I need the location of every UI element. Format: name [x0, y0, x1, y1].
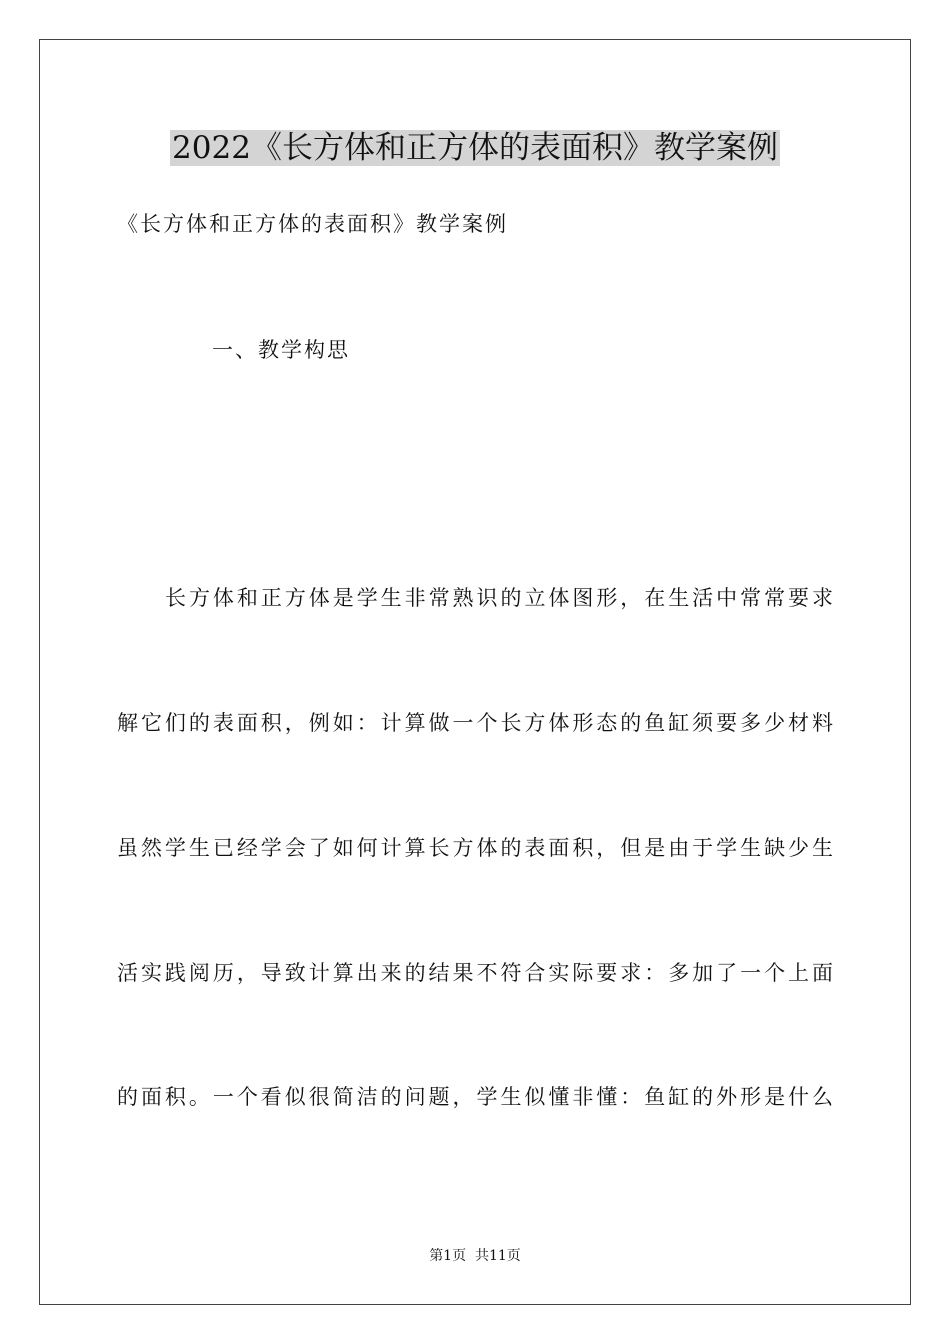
paragraph-line: 虽然学生已经学会了如何计算长方体的表面积，但是由于学生缺少生 [117, 836, 833, 860]
paragraph-line: 的面积。一个看似很简洁的问题，学生似懂非懂：鱼缸的外形是什么 [117, 1085, 833, 1109]
document-title-text: 2022《长方体和正方体的表面积》教学案例 [172, 130, 778, 166]
paragraph-line: 解它们的表面积，例如：计算做一个长方体形态的鱼缸须要多少材料 [117, 711, 833, 735]
section-heading: 一、教学构思 [212, 338, 350, 362]
document-subtitle: 《长方体和正方体的表面积》教学案例 [117, 212, 508, 236]
paragraph-line: 长方体和正方体是学生非常熟识的立体图形，在生活中常常要求 [165, 586, 833, 610]
document-title [0, 128, 950, 168]
paragraph-line: 活实践阅历，导致计算出来的结果不符合实际要求：多加了一个上面 [117, 961, 833, 985]
page-footer: 第1页 共11页 [429, 1248, 521, 1264]
